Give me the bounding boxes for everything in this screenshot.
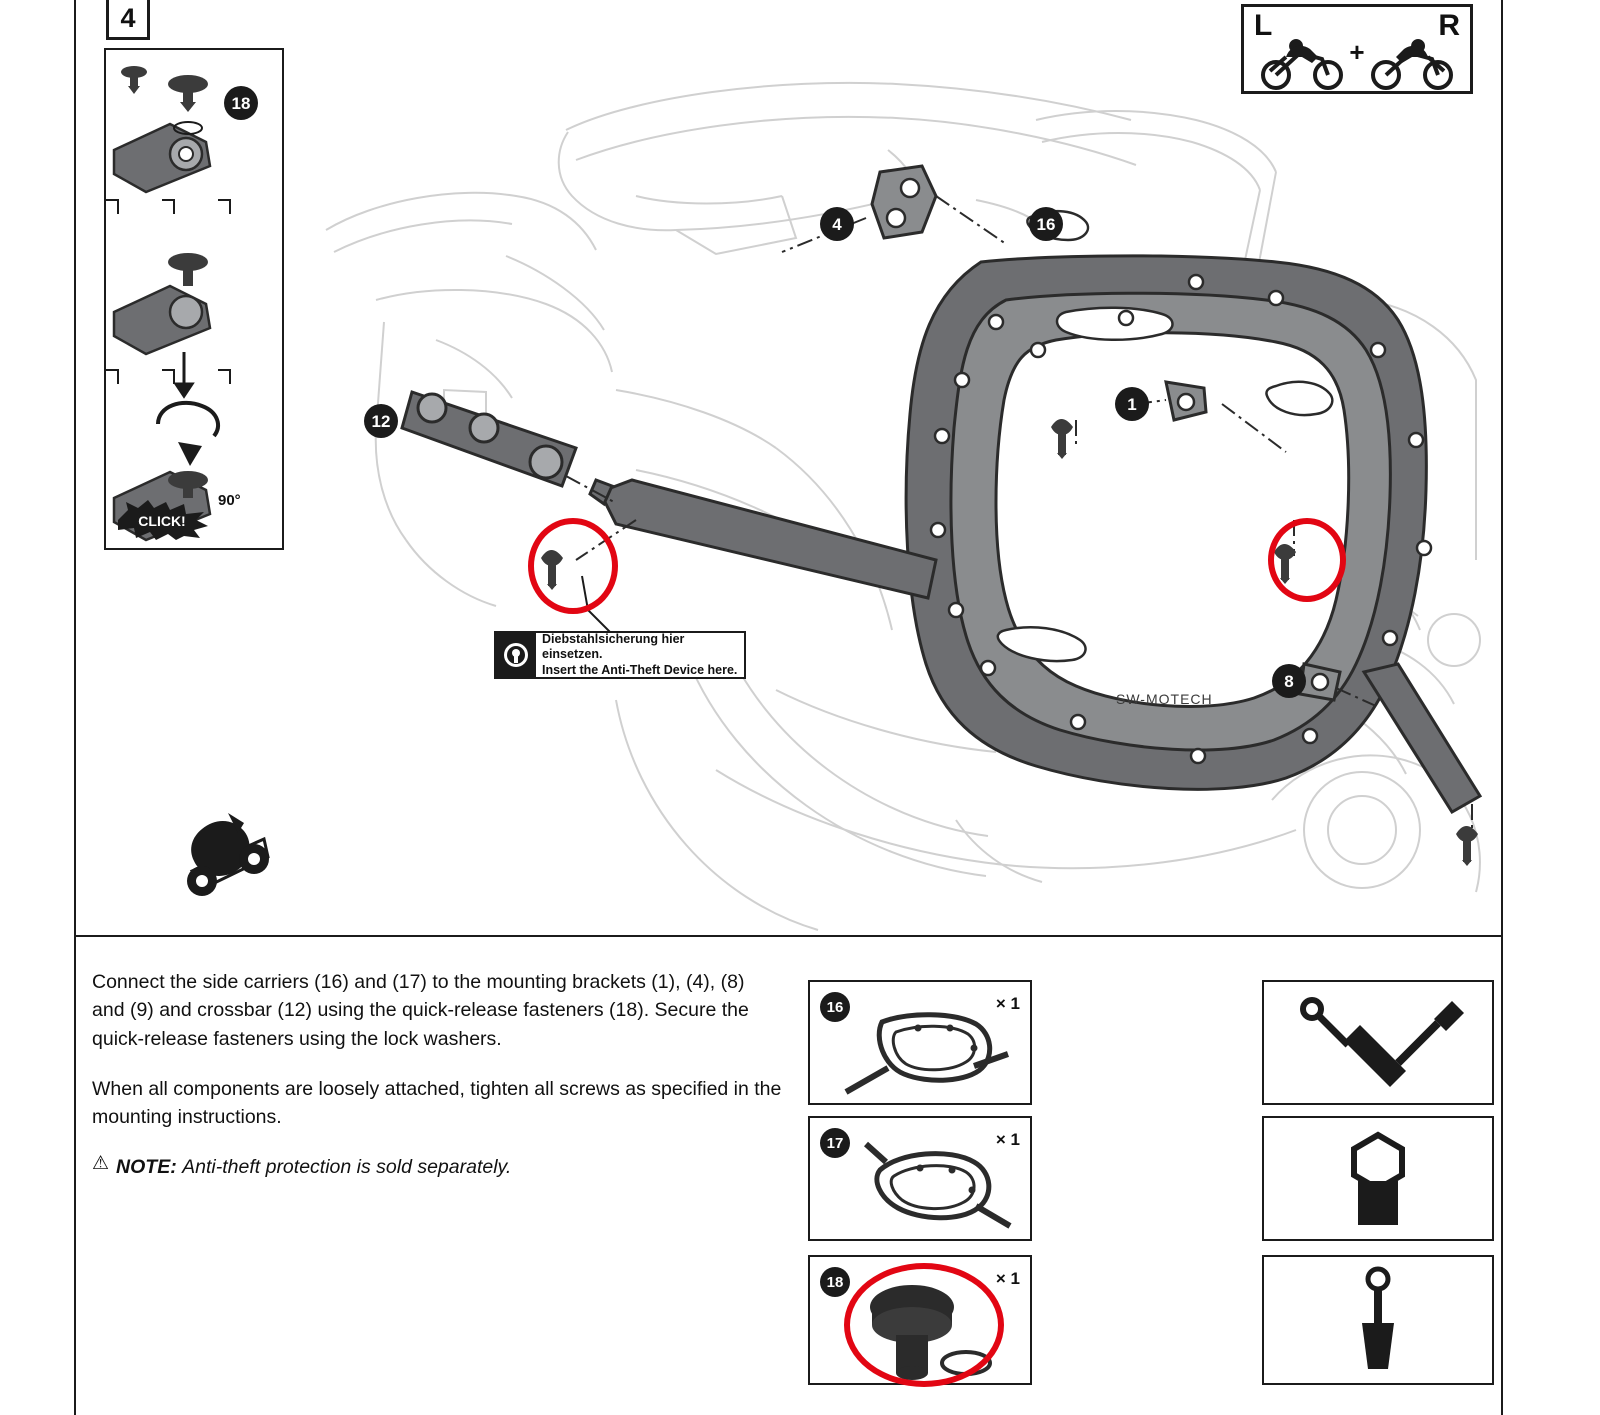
motorcycle-line-art (76, 0, 1501, 935)
torque-wrench-icon (1278, 993, 1478, 1093)
inset-steps-graphic (106, 50, 282, 548)
callout-1: 1 (1115, 387, 1149, 421)
tool-box-hex-socket (1262, 1116, 1494, 1241)
part-graphic-16 (824, 1004, 1024, 1100)
side-plus-symbol: + (1349, 37, 1365, 67)
hex-socket-icon (1318, 1129, 1438, 1229)
highlight-ring-crossbar-screw (528, 518, 618, 614)
note-line (92, 1153, 782, 1181)
part-number-16: 16 (820, 992, 850, 1022)
callout-18-inset: 18 (224, 86, 258, 120)
instruction-paragraph-1: Connect the side carriers (16) and (17) to the mounting brackets (1), (4), (8) and (9) and crossbar (12) using the quick-release fasteners (18). Secure the quick-release fasteners using the lock washers. (92, 971, 749, 1050)
callout-8: 8 (1272, 664, 1306, 698)
tool-box-allen-bit (1262, 1255, 1494, 1385)
anti-theft-lock-icon (496, 633, 536, 677)
illustration-panel (76, 0, 1501, 937)
side-indicator-badge (1241, 4, 1473, 94)
rider-left-icon (1256, 27, 1348, 91)
page-right-rule (1501, 0, 1503, 1415)
allen-key-bit-icon (1328, 1265, 1428, 1375)
mini-bike-icon (187, 813, 269, 896)
anti-theft-label (494, 631, 746, 679)
rotation-angle-label: 90° (218, 492, 241, 509)
rider-right-icon (1366, 27, 1458, 91)
part-graphic-17 (824, 1140, 1024, 1236)
part-quantity-18: × 1 (995, 1269, 1020, 1288)
callout-12: 12 (364, 404, 398, 438)
part-quantity-16: × 1 (995, 994, 1020, 1013)
quick-release-detail-inset (104, 48, 284, 550)
side-carrier-graphic (402, 166, 1480, 836)
highlight-ring-part-18 (844, 1263, 1004, 1387)
callout-4: 4 (820, 207, 854, 241)
part-box-17 (808, 1116, 1032, 1241)
part-box-16 (808, 980, 1032, 1105)
part-number-18: 18 (820, 1267, 850, 1297)
anti-theft-text-en: Insert the Anti-Theft Device here. (542, 662, 738, 677)
side-label-right: R (1438, 9, 1460, 42)
part-quantity-17: × 1 (995, 1130, 1020, 1149)
part-number-17: 17 (820, 1128, 850, 1158)
svg-text:CLICK!: CLICK! (138, 513, 186, 529)
callout-16: 16 (1029, 207, 1063, 241)
tool-box-torque-wrench (1262, 980, 1494, 1105)
instructions-block (92, 968, 782, 1182)
highlight-ring-carrier-screw (1268, 518, 1346, 602)
note-text: Anti-theft protection is sold separately. (182, 1156, 512, 1179)
warning-icon: ⚠ (92, 1153, 110, 1175)
note-label: NOTE: (116, 1156, 177, 1179)
brand-text: SW-MOTECH (1116, 691, 1213, 707)
step-number: 4 (106, 0, 150, 40)
instruction-paragraph-2: When all components are loosely attached, tighten all screws as specified in the mounting instructions. (92, 1077, 782, 1129)
anti-theft-text-de: Diebstahlsicherung hier einsetzen. (542, 631, 685, 662)
click-burst (114, 500, 210, 540)
part-box-18 (808, 1255, 1032, 1385)
side-label-left: L (1254, 9, 1273, 42)
